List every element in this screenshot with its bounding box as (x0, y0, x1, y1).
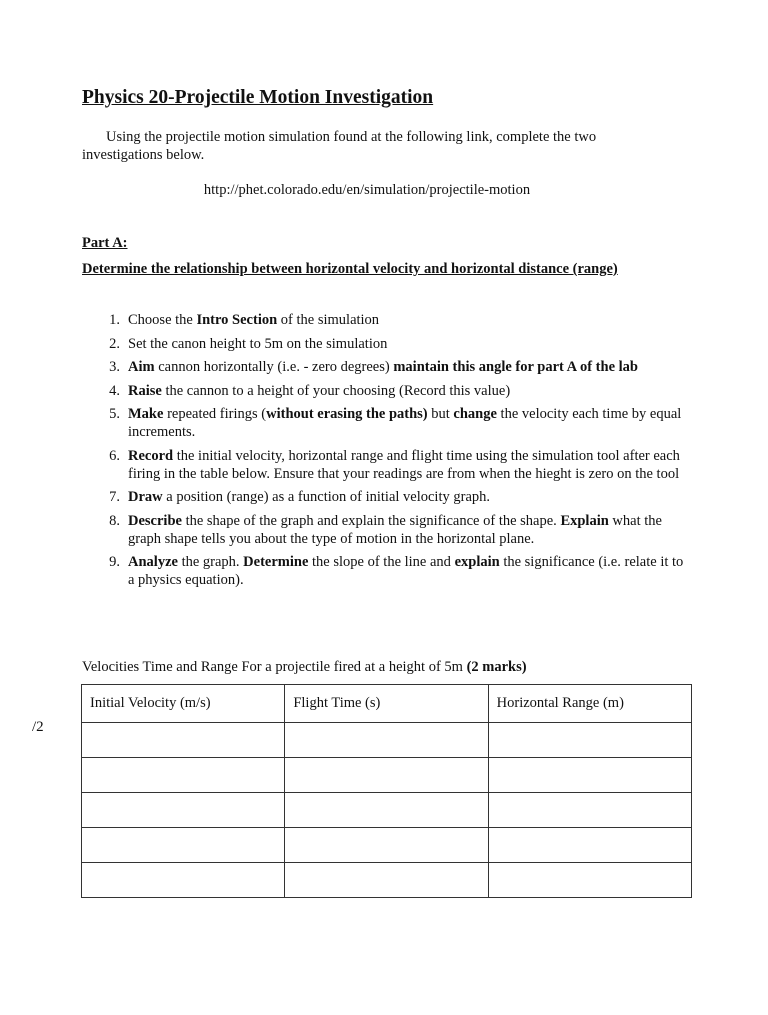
table-cell[interactable] (285, 723, 488, 758)
instruction-step (82, 405, 692, 441)
step-text: without erasing the paths) (266, 406, 428, 422)
step-text: explain (454, 554, 500, 570)
step-number: 9. (109, 554, 120, 570)
table-cell[interactable] (285, 828, 488, 863)
table-row (82, 863, 692, 898)
table-cell[interactable] (488, 863, 691, 898)
step-text: change (453, 406, 497, 422)
step-text: Record (128, 447, 174, 464)
step-text: of the simulation (277, 312, 380, 328)
table-cell[interactable] (488, 828, 691, 863)
step-text: Make (128, 406, 164, 422)
table-cell[interactable] (82, 723, 285, 758)
step-text: Analyze (128, 554, 178, 570)
table-cell[interactable] (285, 758, 488, 793)
intro-paragraph: Using the projectile motion simulation found at the following link, complete the two investigations below. (82, 129, 597, 163)
table-cell[interactable] (285, 793, 488, 828)
step-number: 4. (109, 382, 120, 399)
table-cell[interactable] (82, 863, 285, 898)
step-text: cannon horizontally (i.e. - zero degrees) (154, 359, 394, 375)
step-text: Aim (128, 359, 155, 375)
instruction-step (82, 335, 692, 353)
step-text: what the graph shape tells you about the type of motion in the horizontal plane. (128, 512, 662, 547)
header-flight-time: Flight Time (s) (285, 685, 488, 723)
page-title: Physics 20-Projectile Motion Investigation (82, 87, 434, 108)
step-number: 6. (109, 447, 120, 464)
instruction-step (82, 311, 692, 329)
table-cell[interactable] (285, 863, 488, 898)
table-header-row (82, 685, 692, 723)
table-cell[interactable] (488, 758, 691, 793)
step-text: Draw (128, 489, 163, 505)
instruction-step (82, 358, 692, 376)
step-text: repeated firings ( (163, 406, 267, 422)
part-label: Part A: (82, 235, 128, 251)
step-text: a position (range) as a function of initial velocity graph. (162, 489, 491, 505)
table-cell[interactable] (82, 793, 285, 828)
table-cell[interactable] (488, 723, 691, 758)
step-text: the shape of the graph and explain the significance of the shape. (181, 512, 561, 529)
step-text: Explain (560, 512, 609, 529)
table-cell[interactable] (82, 828, 285, 863)
table-cell[interactable] (82, 758, 285, 793)
step-text: Intro Section (196, 312, 278, 328)
step-text: maintain this angle for part A of the lab (393, 359, 638, 375)
results-table (81, 684, 692, 898)
header-initial-velocity: Initial Velocity (m/s) (82, 685, 285, 723)
step-text: the initial velocity, horizontal range and flight time using the simulation tool after each firing in the table below. Ensure that your readings are from when the hieght is zero on the tool (128, 447, 680, 482)
instruction-list (82, 311, 692, 595)
score-marker: /2 (32, 719, 44, 735)
header-horizontal-range: Horizontal Range (m) (488, 685, 691, 723)
step-text: the velocity each time by equal increments. (128, 406, 682, 440)
step-number: 5. (109, 406, 120, 422)
step-text: the significance (i.e. relate it to a physics equation). (128, 554, 684, 588)
table-row (82, 793, 692, 828)
step-text: but (427, 406, 454, 422)
step-text: Set the canon height to 5m on the simulation (128, 335, 388, 352)
step-text: Determine (243, 554, 309, 570)
table-row (82, 828, 692, 863)
instruction-step (82, 447, 692, 483)
step-text: the graph. (177, 554, 244, 570)
step-text: the cannon to a height of your choosing (Record this value) (161, 382, 511, 399)
simulation-link: http://phet.colorado.edu/en/simulation/projectile-motion (203, 182, 531, 198)
step-number: 3. (109, 359, 120, 375)
step-number: 1. (109, 312, 120, 328)
instruction-step (82, 382, 692, 400)
table-row (82, 758, 692, 793)
step-number: 8. (109, 512, 120, 529)
caption-marks: (2 marks) (466, 659, 527, 675)
caption-text: Velocities Time and Range For a projectile fired at a height of 5m (82, 659, 467, 675)
step-text: Raise (128, 382, 162, 399)
table-caption (82, 659, 527, 676)
table-row (82, 723, 692, 758)
step-text: Describe (128, 512, 182, 529)
table-cell[interactable] (488, 793, 691, 828)
step-text: Choose the (128, 312, 197, 328)
instruction-step (82, 512, 692, 548)
step-number: 7. (109, 489, 120, 505)
instruction-step (82, 553, 692, 589)
instruction-step (82, 488, 692, 506)
part-heading: Determine the relationship between horizontal velocity and horizontal distance (range) (82, 261, 618, 277)
step-number: 2. (109, 335, 120, 352)
step-text: the slope of the line and (308, 554, 455, 570)
